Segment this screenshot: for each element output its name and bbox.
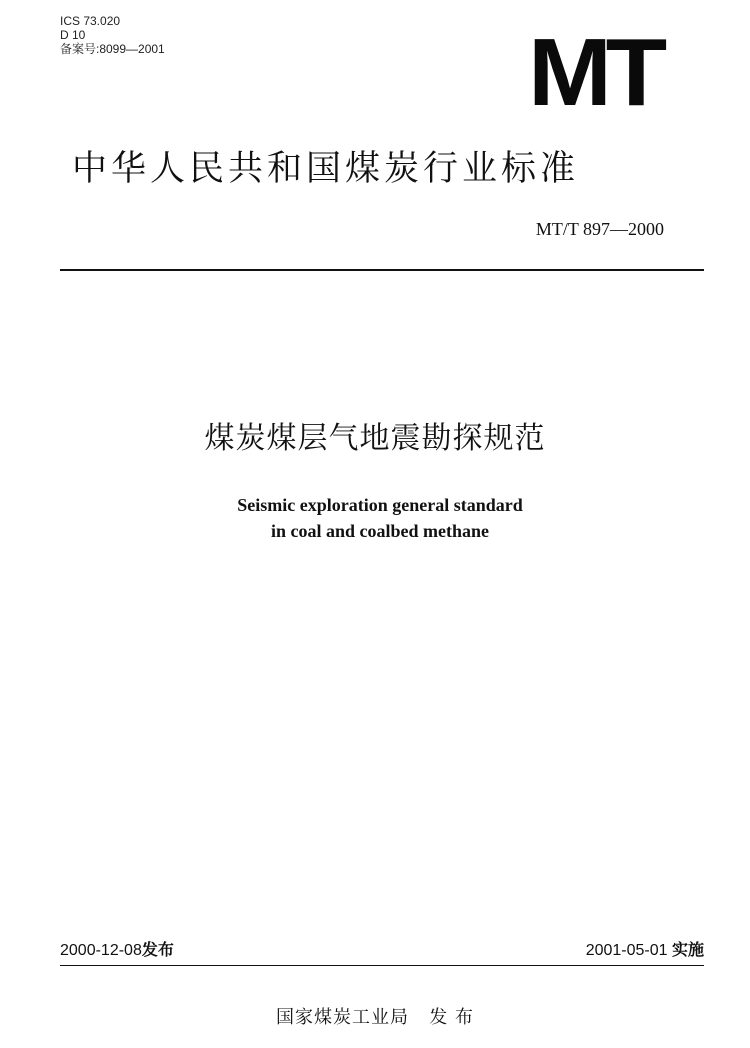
effective-date-block xyxy=(586,938,704,963)
record-number: 备案号:8099—2001 xyxy=(60,42,165,56)
footer-divider xyxy=(60,965,704,966)
classification-code: D 10 xyxy=(60,28,86,42)
effective-label: 实施 xyxy=(671,940,704,959)
chinese-title: 煤炭煤层气地震勘探规范 xyxy=(204,421,546,456)
publisher-action: 发 布 xyxy=(429,1007,474,1028)
issue-date: 2000-12-08 xyxy=(60,942,142,959)
effective-date: 2001-05-01 xyxy=(585,942,668,959)
issue-date-block xyxy=(60,938,174,963)
ics-code: ICS 73.020 xyxy=(60,14,121,28)
document-meta xyxy=(60,14,165,56)
standard-category-title: 中华人民共和国煤炭行业标准 xyxy=(72,149,580,189)
issue-label: 发布 xyxy=(141,940,174,959)
publisher-line xyxy=(0,1004,750,1032)
standard-code: MT/T 897—2000 xyxy=(535,219,664,239)
header-divider xyxy=(60,269,704,271)
english-title-line2: in coal and coalbed methane xyxy=(270,521,489,541)
english-title xyxy=(0,492,750,544)
mt-logo: MT xyxy=(528,19,661,126)
english-title-line1: Seismic exploration general standard xyxy=(237,495,523,515)
publisher-name: 国家煤炭工业局 xyxy=(276,1007,410,1028)
